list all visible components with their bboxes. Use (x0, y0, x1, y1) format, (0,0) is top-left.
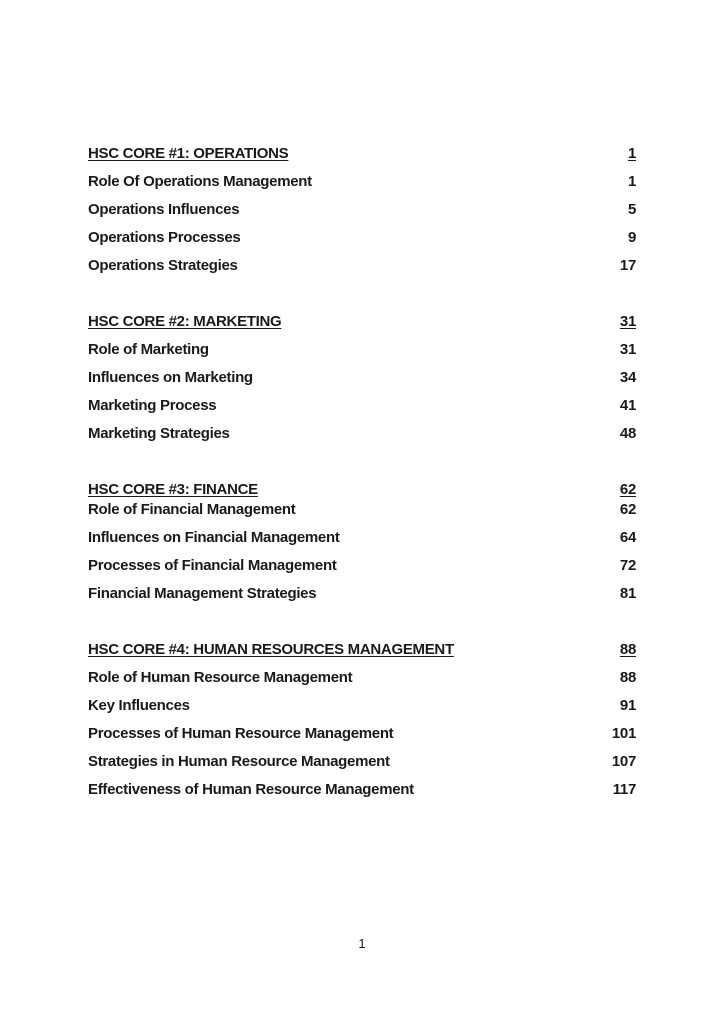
toc-item-label: Financial Management Strategies (88, 585, 317, 602)
toc-section-operations (88, 140, 636, 280)
toc-item-page-number: 88 (619, 669, 636, 686)
toc-item-label: Role of Marketing (88, 341, 209, 358)
toc-item-row (88, 252, 636, 280)
toc-section-finance (88, 476, 636, 608)
toc-item-page-number: 31 (619, 341, 636, 358)
toc-item-row (88, 552, 636, 580)
toc-item-row (88, 580, 636, 608)
toc-item-label: Influences on Marketing (88, 369, 253, 386)
toc-item-page-number: 64 (619, 529, 636, 546)
toc-item-page-number: 81 (619, 585, 636, 602)
toc-item-label: Marketing Process (88, 397, 217, 414)
toc-item-page-number: 9 (627, 229, 636, 246)
toc-item-row (88, 196, 636, 224)
toc-item-row (88, 720, 636, 748)
toc-heading-page-number: 88 (619, 641, 636, 658)
toc-item-page-number: 101 (611, 725, 636, 742)
toc-item-row (88, 748, 636, 776)
toc-item-page-number: 72 (619, 557, 636, 574)
toc-heading-label: HSC CORE #1: OPERATIONS (88, 145, 289, 162)
toc-item-row (88, 524, 636, 552)
toc-item-row (88, 420, 636, 448)
toc-item-page-number: 62 (619, 501, 636, 518)
toc-item-page-number: 91 (619, 697, 636, 714)
toc-item-row (88, 664, 636, 692)
toc-item-label: Role of Financial Management (88, 501, 296, 518)
toc-item-row (88, 224, 636, 252)
footer-page-number: 1 (358, 936, 366, 951)
toc-heading-label: HSC CORE #2: MARKETING (88, 313, 282, 330)
toc-item-label: Operations Processes (88, 229, 241, 246)
toc-item-page-number: 117 (612, 781, 636, 798)
toc-item-row (88, 496, 636, 524)
toc-item-label: Effectiveness of Human Resource Management (88, 781, 414, 798)
toc-heading-label: HSC CORE #4: HUMAN RESOURCES MANAGEMENT (88, 641, 454, 658)
toc-item-row (88, 168, 636, 196)
toc-item-label: Marketing Strategies (88, 425, 230, 442)
toc-item-page-number: 34 (619, 369, 636, 386)
toc-item-page-number: 17 (619, 257, 636, 274)
toc-heading-page-number: 62 (619, 481, 636, 498)
toc-heading-row (88, 308, 636, 336)
toc-heading-page-number: 31 (619, 313, 636, 330)
toc-item-label: Strategies in Human Resource Management (88, 753, 390, 770)
toc-item-label: Key Influences (88, 697, 190, 714)
toc-item-label: Processes of Human Resource Management (88, 725, 394, 742)
toc-heading-row (88, 636, 636, 664)
toc-item-page-number: 41 (619, 397, 636, 414)
toc-item-page-number: 107 (611, 753, 636, 770)
toc-item-row (88, 776, 636, 804)
toc-item-label: Role of Human Resource Management (88, 669, 353, 686)
toc-item-row (88, 336, 636, 364)
toc-section-human-resources (88, 636, 636, 804)
toc-heading-page-number: 1 (627, 145, 636, 162)
toc-item-label: Role Of Operations Management (88, 173, 312, 190)
table-of-contents (88, 140, 636, 804)
toc-item-label: Influences on Financial Management (88, 529, 340, 546)
toc-item-label: Operations Strategies (88, 257, 238, 274)
toc-item-row (88, 692, 636, 720)
toc-heading-label: HSC CORE #3: FINANCE (88, 481, 258, 498)
toc-section-marketing (88, 308, 636, 448)
toc-item-row (88, 364, 636, 392)
toc-item-page-number: 5 (627, 201, 636, 218)
toc-item-row (88, 392, 636, 420)
toc-item-page-number: 1 (627, 173, 636, 190)
toc-item-label: Processes of Financial Management (88, 557, 337, 574)
toc-item-label: Operations Influences (88, 201, 240, 218)
toc-item-page-number: 48 (619, 425, 636, 442)
toc-heading-row (88, 140, 636, 168)
